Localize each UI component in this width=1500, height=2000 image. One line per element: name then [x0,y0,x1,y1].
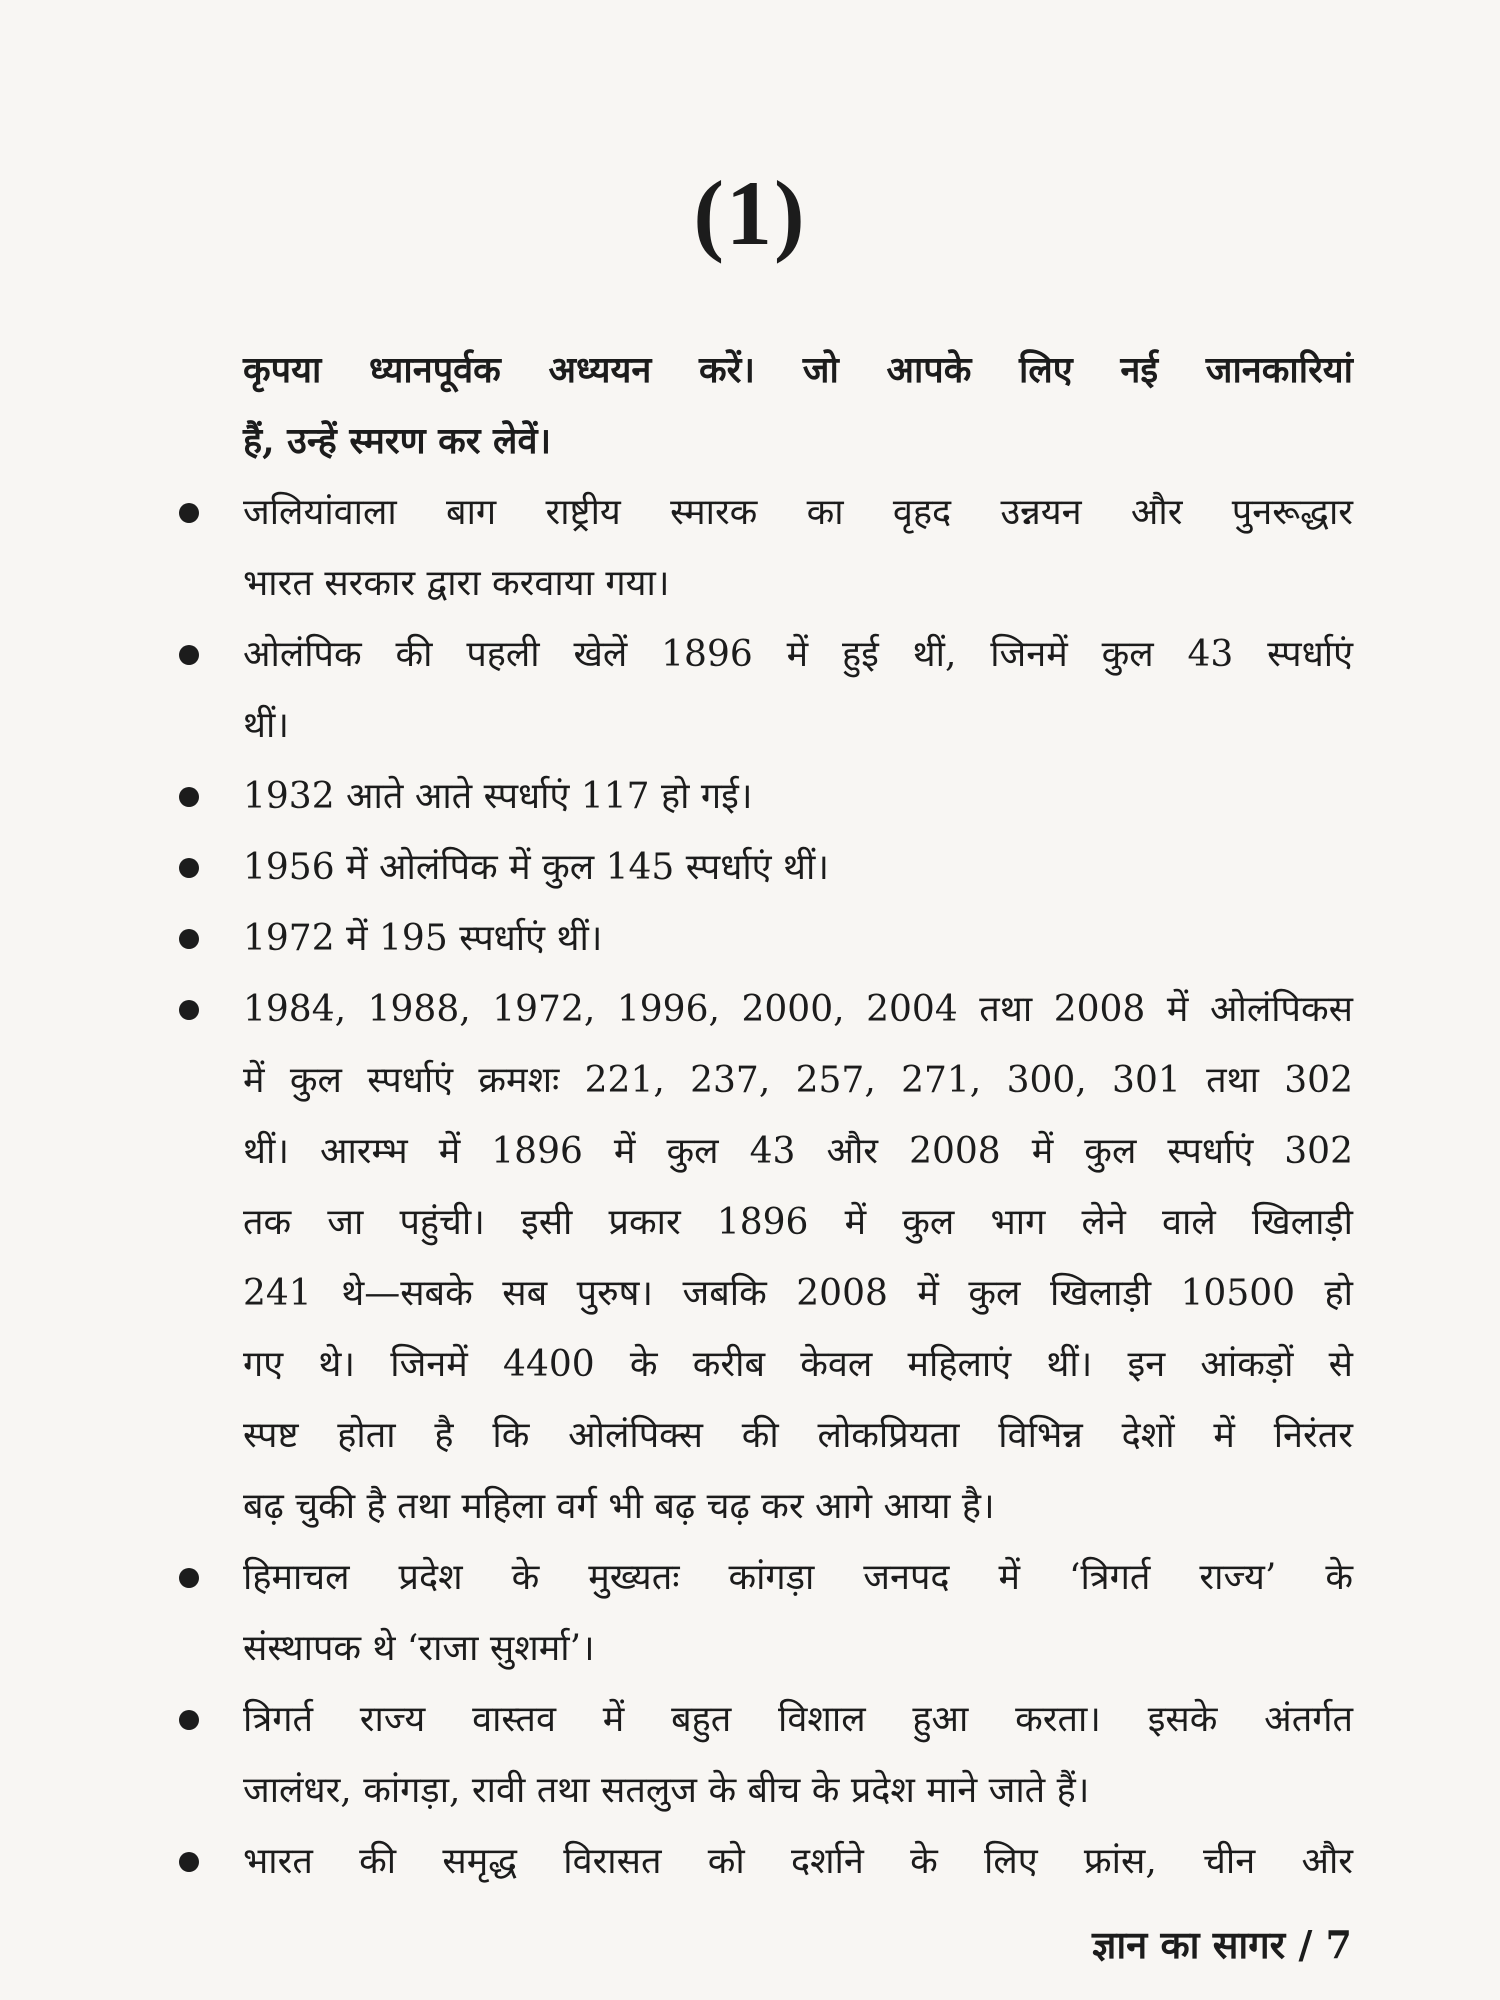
text-line: 1932 आते आते स्पर्धाएं 117 हो गई। [243,776,753,817]
text-line: जालंधर, कांगड़ा, रावी तथा सतलुज के बीच के प्रदेश माने जाते हैं। [243,1770,1090,1811]
text-line: स्पष्ट होता है कि ओलंपिक्स की लोकप्रियता विभिन्न देशों में निरंतर [243,1415,1353,1456]
bullet-item [243,974,1353,1542]
text-line: त्रिगर्त राज्य वास्तव में बहुत विशाल हुआ करता। इसके अंतर्गत [243,1699,1353,1740]
text-line: भारत की समृद्ध विरासत को दर्शाने के लिए फ्रांस, चीन और [243,1841,1353,1882]
page-content [243,335,1353,1897]
bullet-item [243,761,1353,832]
text-line: गए थे। जिनमें 4400 के करीब केवल महिलाएं थीं। इन आंकड़ों से [243,1344,1353,1385]
text-line: 1956 में ओलंपिक में कुल 145 स्पर्धाएं थीं। [243,847,829,888]
bullet-item [243,619,1353,761]
chapter-number: (1) [693,162,807,264]
intro-paragraph [243,335,1353,477]
text-line: भारत सरकार द्वारा करवाया गया। [243,563,670,604]
bullet-icon [179,787,199,807]
text-line: 1972 में 195 स्पर्धाएं थीं। [243,918,603,959]
bullet-icon [179,503,199,523]
text-line: 241 थे—सबके सब पुरुष। जबकि 2008 में कुल खिलाड़ी 10500 हो [243,1273,1353,1314]
text-line: हिमाचल प्रदेश के मुख्यतः कांगड़ा जनपद में ‘त्रिगर्त राज्य’ के [243,1557,1353,1598]
bullet-item [243,903,1353,974]
text-line: थीं। [243,705,289,746]
text-line: 1984, 1988, 1972, 1996, 2000, 2004 तथा 2008 में ओलंपिकस [243,989,1353,1030]
text-line: थीं। आरम्भ में 1896 में कुल 43 और 2008 में कुल स्पर्धाएं 302 [243,1131,1353,1172]
text-line: बढ़ चुकी है तथा महिला वर्ग भी बढ़ चढ़ कर आगे आया है। [243,1486,995,1527]
bullet-icon [179,1000,199,1020]
bullet-item [243,832,1353,903]
bullet-item [243,1542,1353,1684]
text-line: हैं, उन्हें स्मरण कर लेवें। [243,420,552,462]
bullet-item [243,1826,1353,1897]
bullet-icon [179,1710,199,1730]
bullet-icon [179,1852,199,1872]
text-line: कृपया ध्यानपूर्वक अध्ययन करें। जो आपके लिए नई जानकारियां [243,349,1353,391]
page-footer: ज्ञान का सागर / 7 [1091,1922,1352,1967]
bullet-icon [179,1568,199,1588]
bullet-icon [179,929,199,949]
bullet-item [243,477,1353,619]
text-line: जलियांवाला बाग राष्ट्रीय स्मारक का वृहद उन्नयन और पुनरूद्धार [243,492,1353,533]
text-line: संस्थापक थे ‘राजा सुशर्मा’। [243,1628,595,1669]
text-line: में कुल स्पर्धाएं क्रमशः 221, 237, 257, 271, 300, 301 तथा 302 [243,1060,1353,1101]
text-line: ओलंपिक की पहली खेलें 1896 में हुई थीं, जिनमें कुल 43 स्पर्धाएं [243,634,1353,675]
bullet-item [243,1684,1353,1826]
text-line: तक जा पहुंची। इसी प्रकार 1896 में कुल भाग लेने वाले खिलाड़ी [243,1202,1353,1243]
bullet-icon [179,858,199,878]
bullet-icon [179,645,199,665]
